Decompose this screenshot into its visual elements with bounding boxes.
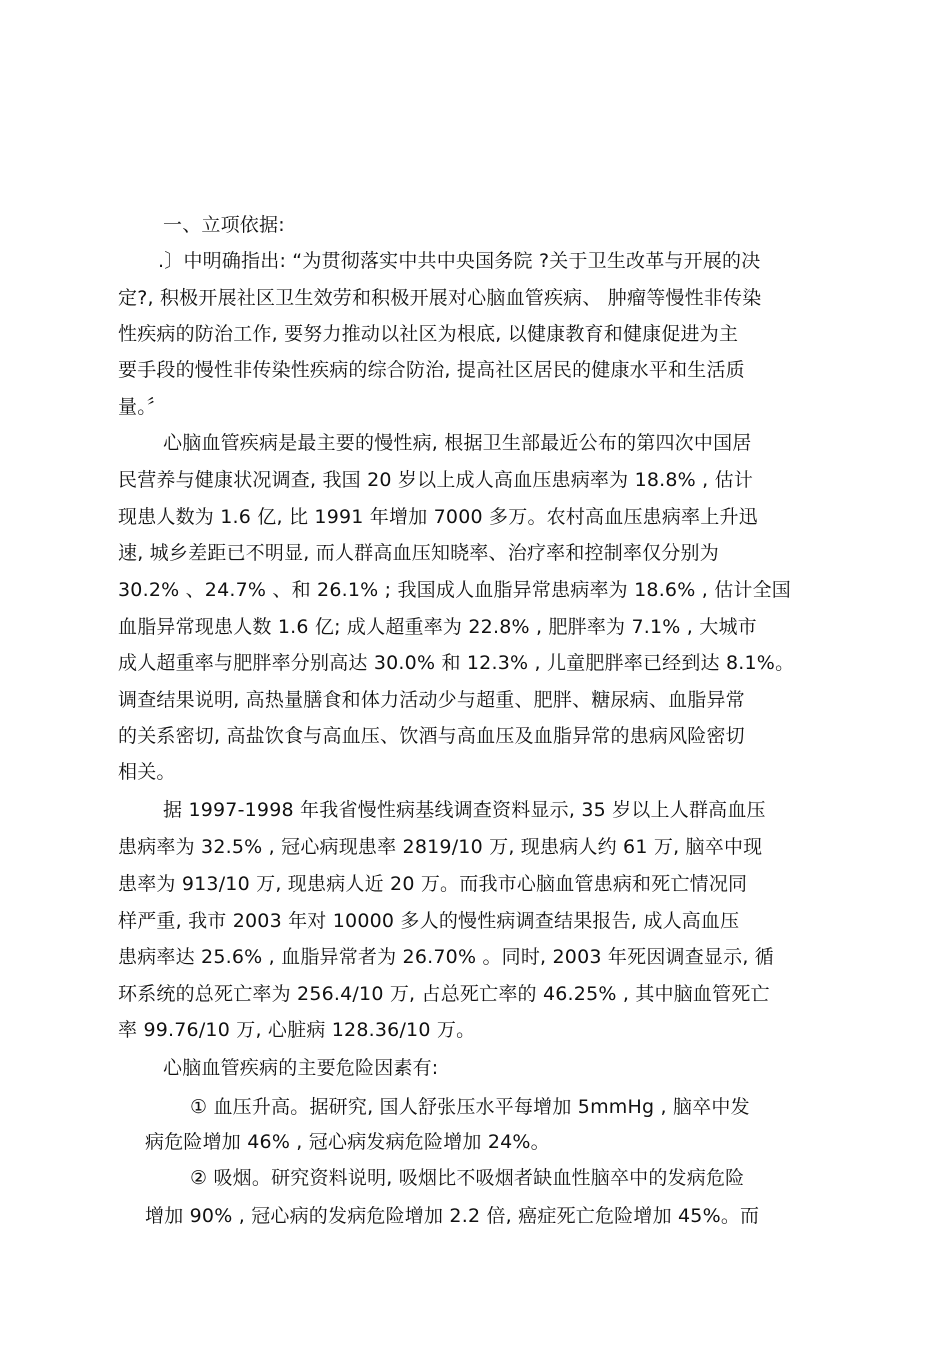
text-line: 速, 城乡差距已不明显, 而人群高血压知晓率、治疗率和控制率仅分别为 bbox=[118, 542, 719, 564]
list-item-text: 增加 90% , 冠心病的发病危险增加 2.2 倍, 癌症死亡危险增加 45%。而 bbox=[145, 1205, 760, 1227]
text-line: 率 99.76/10 万, 心脏病 128.36/10 万。 bbox=[118, 1019, 476, 1041]
text-line: 环系统的总死亡率为 256.4/10 万, 占总死亡率的 46.25% , 其中脑血管死亡 bbox=[118, 983, 770, 1005]
text-line: 定?, 积极开展社区卫生效劳和积极开展对心脑血管疾病、 肿瘤等慢性非传染 bbox=[118, 287, 762, 309]
list-item-text: ② 吸烟。研究资料说明, 吸烟比不吸烟者缺血性脑卒中的发病危险 bbox=[190, 1167, 745, 1189]
text-line: 患病率为 32.5% , 冠心病现患率 2819/10 万, 现患病人约 61 万, 脑卒中现 bbox=[118, 836, 763, 858]
text-line: 成人超重率与肥胖率分别高达 30.0% 和 12.3% , 儿童肥胖率已经到达 8.1%。 bbox=[118, 652, 795, 674]
text-line: 的关系密切, 高盐饮食与高血压、饮酒与高血压及血脂异常的患病风险密切 bbox=[118, 725, 745, 747]
text-line: 民营养与健康状况调查, 我国 20 岁以上成人高血压患病率为 18.8% , 估计 bbox=[118, 469, 754, 491]
text-line: 相关。 bbox=[118, 761, 176, 783]
list-item-text: ① 血压升高。据研究, 国人舒张压水平每增加 5mmHg , 脑卒中发 bbox=[190, 1096, 750, 1118]
text-line: 30.2% 、24.7% 、和 26.1% ; 我国成人血脂异常患病率为 18.6% , 估计全国 bbox=[118, 579, 791, 601]
text-line: 要手段的慢性非传染性疾病的综合防治, 提高社区居民的健康水平和生活质 bbox=[118, 359, 745, 381]
text-line: 血脂异常现患人数 1.6 亿; 成人超重率为 22.8% , 肥胖率为 7.1% , 大城市 bbox=[118, 616, 757, 638]
text-line: 据 1997-1998 年我省慢性病基线调查资料显示, 35 岁以上人群高血压 bbox=[163, 799, 766, 821]
text-line: 心脑血管疾病是最主要的慢性病, 根据卫生部最近公布的第四次中国居 bbox=[163, 432, 752, 454]
text-line: 现患人数为 1.6 亿, 比 1991 年增加 7000 多万。农村高血压患病率上升迅 bbox=[118, 506, 758, 528]
text-line: 心脑血管疾病的主要危险因素有: bbox=[163, 1057, 439, 1079]
text-line: 样严重, 我市 2003 年对 10000 多人的慢性病调查结果报告, 成人高血压 bbox=[118, 910, 740, 932]
text-line: 量。〞 bbox=[118, 396, 167, 418]
text-line: 患病率达 25.6% , 血脂异常者为 26.70% 。同时, 2003 年死因调查显示, 循 bbox=[118, 946, 774, 968]
text-line: .〕中明确指出: “为贯彻落实中共中央国务院 ?关于卫生改革与开展的决 bbox=[158, 250, 761, 272]
text-line: 性疾病的防治工作, 要努力推动以社区为根底, 以健康教育和健康促进为主 bbox=[118, 323, 739, 345]
text-line: 调查结果说明, 高热量膳食和体力活动少与超重、肥胖、糖尿病、血脂异常 bbox=[118, 689, 745, 711]
section-heading: 一、立项依据: bbox=[163, 214, 285, 236]
text-line: 患率为 913/10 万, 现患病人近 20 万。而我市心脑血管患病和死亡情况同 bbox=[118, 873, 748, 895]
list-item-text: 病危险增加 46% , 冠心病发病危险增加 24%。 bbox=[145, 1131, 550, 1153]
